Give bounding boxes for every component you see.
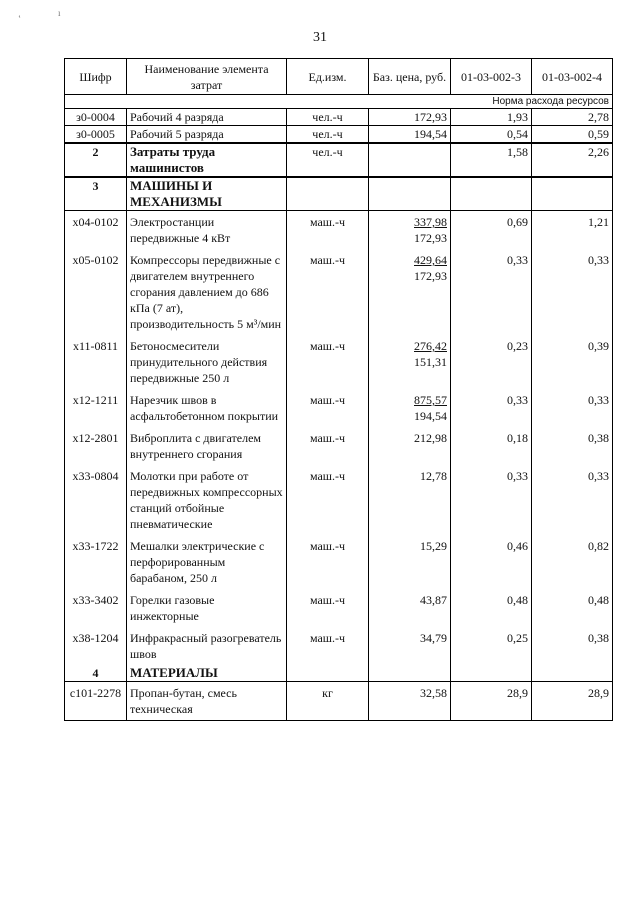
table-row (65, 665, 613, 682)
table-body (65, 109, 613, 721)
row-code: х12-2801 (65, 427, 127, 465)
row-norm-2: 0,59 (532, 126, 613, 144)
row-unit: маш.-ч (287, 589, 369, 627)
row-price (369, 211, 451, 250)
row-price (369, 335, 451, 389)
row-norm-2 (532, 177, 613, 211)
price-operator-wage: 172,93 (414, 231, 447, 245)
row-norm-2: 0,38 (532, 427, 613, 465)
row-norm-2: 0,39 (532, 335, 613, 389)
scan-mark: ı (58, 8, 61, 18)
row-norm-1: 0,46 (451, 535, 532, 589)
price-value: 34,79 (420, 631, 447, 645)
row-name: Рабочий 5 разряда (127, 126, 287, 144)
row-name: Виброплита с двигателем внутреннего сгорания (127, 427, 287, 465)
row-norm-1: 0,23 (451, 335, 532, 389)
table-row (65, 249, 613, 335)
table-row (65, 389, 613, 427)
row-code: х04-0102 (65, 211, 127, 250)
table-row (65, 682, 613, 721)
row-code: х11-0811 (65, 335, 127, 389)
row-norm-1: 0,54 (451, 126, 532, 144)
header-code: Шифр (65, 59, 127, 95)
row-code: с101-2278 (65, 682, 127, 721)
table-row (65, 211, 613, 250)
row-name: Нарезчик швов в асфальтобетонном покрытии (127, 389, 287, 427)
row-unit: маш.-ч (287, 535, 369, 589)
table-row (65, 627, 613, 665)
row-norm-2: 0,33 (532, 249, 613, 335)
row-unit: маш.-ч (287, 627, 369, 665)
row-code: 2 (65, 143, 127, 177)
row-code: х05-0102 (65, 249, 127, 335)
row-price (369, 589, 451, 627)
price-value: 276,42 (414, 339, 447, 353)
row-norm-1: 1,58 (451, 143, 532, 177)
row-price (369, 535, 451, 589)
norm-caption: Норма расхода ресурсов (65, 95, 613, 109)
row-code: х33-3402 (65, 589, 127, 627)
price-value: 337,98 (414, 215, 447, 229)
row-norm-2: 0,33 (532, 389, 613, 427)
price-value: 194,54 (414, 127, 447, 141)
row-code: х12-1211 (65, 389, 127, 427)
row-unit (287, 177, 369, 211)
price-value: 172,93 (414, 110, 447, 124)
row-norm-1: 0,33 (451, 249, 532, 335)
resource-table (64, 58, 613, 721)
page-number: 31 (313, 30, 327, 45)
price-operator-wage: 151,31 (414, 355, 447, 369)
row-name: Инфракрасный разогреватель швов (127, 627, 287, 665)
price-value: 15,29 (420, 539, 447, 553)
row-norm-1: 0,69 (451, 211, 532, 250)
row-norm-2: 2,78 (532, 109, 613, 126)
header-price: Баз. цена, руб. (369, 59, 451, 95)
row-price (369, 109, 451, 126)
price-operator-wage: 194,54 (414, 409, 447, 423)
row-norm-1: 0,33 (451, 389, 532, 427)
row-unit: маш.-ч (287, 465, 369, 535)
row-price (369, 249, 451, 335)
row-norm-2: 2,26 (532, 143, 613, 177)
row-norm-2: 0,82 (532, 535, 613, 589)
row-unit (287, 665, 369, 682)
row-price (369, 126, 451, 144)
table-row (65, 535, 613, 589)
row-name: МАТЕРИАЛЫ (127, 665, 287, 682)
row-name: Бетоносмесители принудительного действия передвижные 250 л (127, 335, 287, 389)
row-code: х33-0804 (65, 465, 127, 535)
row-price (369, 665, 451, 682)
table-row (65, 465, 613, 535)
row-norm-1: 0,18 (451, 427, 532, 465)
row-unit: чел.-ч (287, 126, 369, 144)
row-name: Затраты труда машинистов (127, 143, 287, 177)
row-code: з0-0005 (65, 126, 127, 144)
row-name: МАШИНЫ И МЕХАНИЗМЫ (127, 177, 287, 211)
norm-caption-row (65, 95, 613, 109)
row-code: х38-1204 (65, 627, 127, 665)
header-norm-1: 01-03-002-3 (451, 59, 532, 95)
row-norm-1: 0,33 (451, 465, 532, 535)
row-price (369, 465, 451, 535)
row-name: Мешалки электрические с перфорированным барабаном, 250 л (127, 535, 287, 589)
header-name: Наименование элемента затрат (127, 59, 287, 95)
row-norm-2: 0,38 (532, 627, 613, 665)
row-unit: чел.-ч (287, 143, 369, 177)
row-name: Молотки при работе от передвижных компрессорных станций отбойные пневматические (127, 465, 287, 535)
row-name: Рабочий 4 разряда (127, 109, 287, 126)
row-price (369, 143, 451, 177)
row-norm-2: 0,33 (532, 465, 613, 535)
row-unit: маш.-ч (287, 249, 369, 335)
row-norm-2: 28,9 (532, 682, 613, 721)
row-price (369, 682, 451, 721)
row-unit: чел.-ч (287, 109, 369, 126)
header-unit: Ед.изм. (287, 59, 369, 95)
table-row (65, 177, 613, 211)
price-value: 212,98 (414, 431, 447, 445)
row-unit: кг (287, 682, 369, 721)
row-norm-1 (451, 177, 532, 211)
row-name: Компрессоры передвижные с двигателем внутреннего сгорания давлением до 686 кПа (7 ат), производительность 5 м³/мин (127, 249, 287, 335)
row-unit: маш.-ч (287, 427, 369, 465)
table-row (65, 126, 613, 144)
scan-mark: ʽ (18, 14, 21, 24)
row-norm-1: 1,93 (451, 109, 532, 126)
table-header-row (65, 59, 613, 95)
table-row (65, 109, 613, 126)
table-row (65, 143, 613, 177)
row-norm-1: 0,25 (451, 627, 532, 665)
row-price (369, 177, 451, 211)
row-norm-1: 0,48 (451, 589, 532, 627)
row-norm-2 (532, 665, 613, 682)
row-norm-1: 28,9 (451, 682, 532, 721)
price-value: 429,64 (414, 253, 447, 267)
row-code: 4 (65, 665, 127, 682)
row-price (369, 389, 451, 427)
price-value: 875,57 (414, 393, 447, 407)
price-value: 12,78 (420, 469, 447, 483)
row-unit: маш.-ч (287, 389, 369, 427)
row-unit: маш.-ч (287, 211, 369, 250)
price-value: 43,87 (420, 593, 447, 607)
row-norm-2: 0,48 (532, 589, 613, 627)
row-price (369, 627, 451, 665)
row-unit: маш.-ч (287, 335, 369, 389)
row-name: Пропан-бутан, смесь техническая (127, 682, 287, 721)
row-code: 3 (65, 177, 127, 211)
row-name: Горелки газовые инжекторные (127, 589, 287, 627)
table-row (65, 427, 613, 465)
table-row (65, 335, 613, 389)
row-norm-2: 1,21 (532, 211, 613, 250)
table-row (65, 589, 613, 627)
price-operator-wage: 172,93 (414, 269, 447, 283)
row-code: з0-0004 (65, 109, 127, 126)
row-norm-1 (451, 665, 532, 682)
header-norm-2: 01-03-002-4 (532, 59, 613, 95)
price-value: 32,58 (420, 686, 447, 700)
row-price (369, 427, 451, 465)
row-code: х33-1722 (65, 535, 127, 589)
row-name: Электростанции передвижные 4 кВт (127, 211, 287, 250)
